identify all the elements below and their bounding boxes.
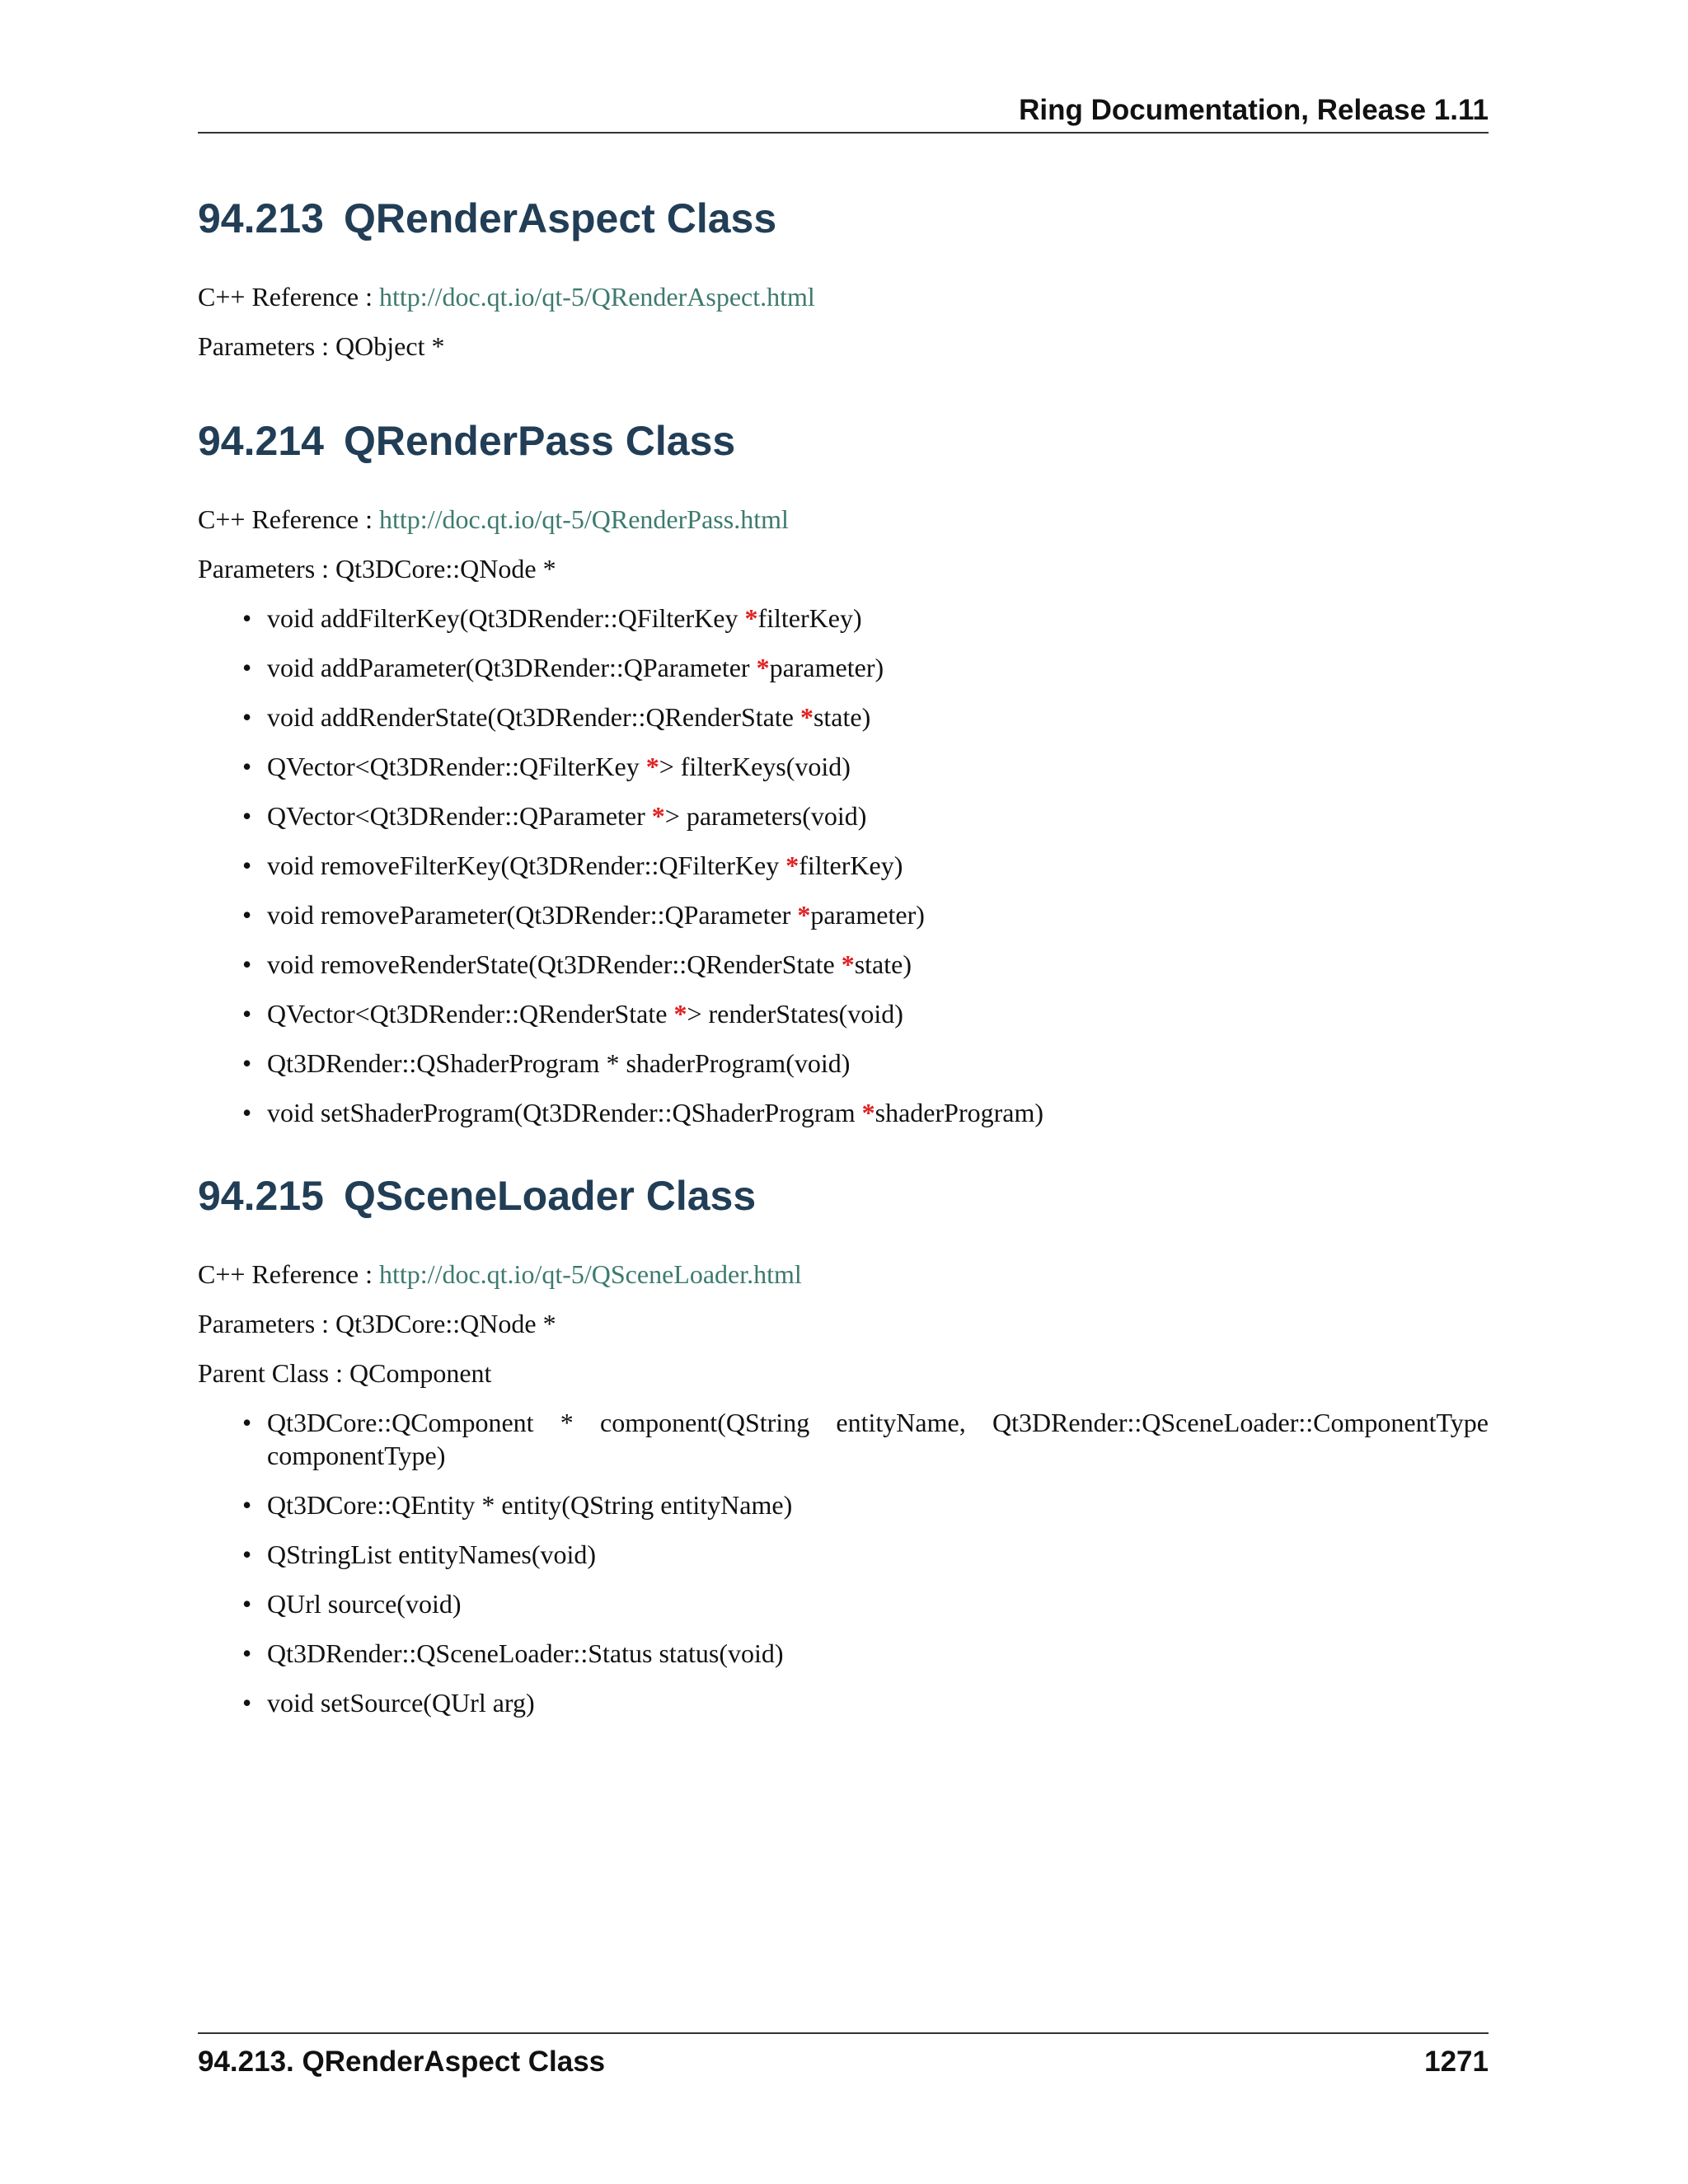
method-item: • void addRenderState(Qt3DRender::QRenderState *state) — [242, 702, 871, 732]
method-item: • void setSource(QUrl arg) — [242, 1688, 535, 1718]
section-qsceneloader — [198, 1167, 1489, 1719]
bullet-icon: • — [242, 801, 252, 831]
section-number: 94.215 — [198, 1173, 324, 1219]
parameters-line: Parameters : Qt3DCore::QNode * — [198, 1309, 556, 1338]
section-heading — [198, 190, 1489, 247]
method-item: • Qt3DRender::QShaderProgram * shaderProgram(void) — [242, 1048, 851, 1078]
section-heading — [198, 412, 1489, 470]
parameters-line: Parameters : QObject * — [198, 331, 445, 361]
cpp-reference-label: C++ Reference : — [198, 282, 379, 312]
method-item: • void addFilterKey(Qt3DRender::QFilterKey *filterKey) — [242, 603, 862, 633]
bullet-icon: • — [242, 752, 252, 781]
bullet-icon: • — [242, 900, 252, 930]
footer-section: 94.213. QRenderAspect Class — [198, 2046, 606, 2078]
bullet-icon: • — [242, 702, 252, 732]
cpp-reference — [198, 1258, 1489, 1291]
footer-page-number: 1271 — [1424, 2046, 1489, 2078]
section-heading — [198, 1167, 1489, 1225]
method-list — [198, 602, 1489, 1129]
bullet-icon: • — [242, 851, 252, 880]
bullet-icon: • — [242, 1048, 252, 1078]
method-item: • void removeFilterKey(Qt3DRender::QFilterKey *filterKey) — [242, 851, 903, 880]
bullet-icon: • — [242, 1589, 252, 1619]
bullet-icon: • — [242, 1540, 252, 1569]
parameters-line: Parameters : Qt3DCore::QNode * — [198, 554, 556, 583]
page-footer — [198, 2032, 1489, 2083]
method-item: • QStringList entityNames(void) — [242, 1540, 597, 1569]
section-title: QSceneLoader Class — [343, 1173, 757, 1219]
parent-class-line: Parent Class : QComponent — [198, 1358, 492, 1388]
bullet-icon: • — [242, 1490, 252, 1520]
cpp-reference-label: C++ Reference : — [198, 504, 379, 534]
header-title: Ring Documentation, Release 1.11 — [1019, 94, 1489, 126]
method-item: • void removeParameter(Qt3DRender::QParameter *parameter) — [242, 900, 925, 930]
bullet-icon: • — [242, 653, 252, 682]
cpp-reference-link[interactable]: http://doc.qt.io/qt-5/QRenderAspect.html — [379, 282, 815, 312]
method-item: • Qt3DRender::QSceneLoader::Status status(void) — [242, 1638, 784, 1668]
section-number: 94.214 — [198, 418, 324, 464]
section-title: QRenderAspect Class — [343, 195, 777, 241]
bullet-icon: • — [242, 1638, 252, 1668]
page-content — [198, 190, 1489, 1736]
method-list — [198, 1406, 1489, 1719]
section-qrenderaspect — [198, 190, 1489, 363]
method-item: • Qt3DCore::QComponent * component(QString entityName, Qt3DRender::QSceneLoader::ComponentType componentType) — [242, 1408, 1489, 1470]
method-item: • void addParameter(Qt3DRender::QParameter *parameter) — [242, 653, 884, 682]
cpp-reference — [198, 280, 1489, 313]
bullet-icon: • — [242, 999, 252, 1029]
bullet-icon: • — [242, 1408, 252, 1437]
method-item: • void removeRenderState(Qt3DRender::QRenderState *state) — [242, 949, 912, 979]
section-title: QRenderPass Class — [343, 418, 736, 464]
cpp-reference — [198, 503, 1489, 536]
bullet-icon: • — [242, 1688, 252, 1718]
method-item: • QVector<Qt3DRender::QRenderState *> renderStates(void) — [242, 999, 903, 1029]
cpp-reference-link[interactable]: http://doc.qt.io/qt-5/QSceneLoader.html — [379, 1259, 802, 1289]
method-item: • QVector<Qt3DRender::QParameter *> parameters(void) — [242, 801, 867, 831]
cpp-reference-label: C++ Reference : — [198, 1259, 379, 1289]
method-item: • QVector<Qt3DRender::QFilterKey *> filterKeys(void) — [242, 752, 851, 781]
section-qrenderpass — [198, 412, 1489, 1129]
method-item: • void setShaderProgram(Qt3DRender::QShaderProgram *shaderProgram) — [242, 1098, 1043, 1127]
section-number: 94.213 — [198, 195, 324, 241]
bullet-icon: • — [242, 603, 252, 633]
cpp-reference-link[interactable]: http://doc.qt.io/qt-5/QRenderPass.html — [379, 504, 789, 534]
bullet-icon: • — [242, 1098, 252, 1127]
bullet-icon: • — [242, 949, 252, 979]
page-header — [198, 89, 1489, 134]
method-item: • QUrl source(void) — [242, 1589, 462, 1619]
method-item: • Qt3DCore::QEntity * entity(QString entityName) — [242, 1490, 793, 1520]
